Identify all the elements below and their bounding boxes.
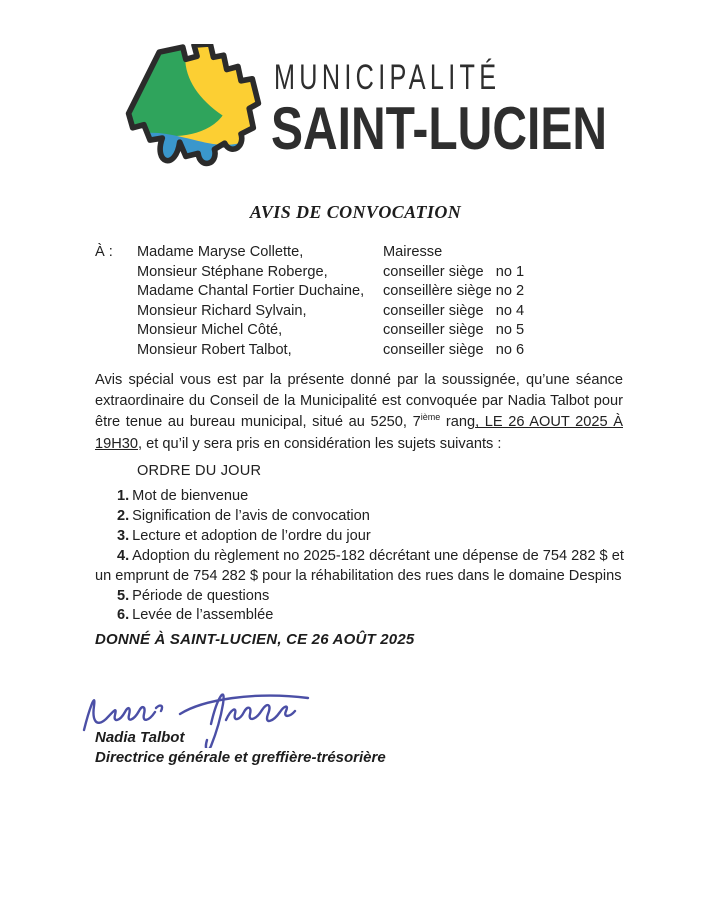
recipient-role: conseiller siège no 1 xyxy=(383,263,525,280)
recipient-row xyxy=(95,321,625,341)
notice-paragraph: Avis spécial vous est par la présente donné par la soussignée, qu’une séance extraordinaire du Conseil de la Municipalité est convoquée par Nadia Talbot pour être tenue au bureau municipal, situé au 5250, 7ième rang, LE 26 AOUT 2025 À 19H30, et qu’il y sera pris en considération les sujets suivants : xyxy=(95,372,623,452)
recipient-role: Mairesse xyxy=(383,244,443,260)
recipient-row xyxy=(95,341,625,361)
agenda-item xyxy=(95,587,625,607)
recipient-row xyxy=(95,263,625,283)
recipient-role: conseiller siège no 6 xyxy=(383,341,525,358)
agenda-item-number: 3. xyxy=(117,527,130,544)
agenda-item-number: 6. xyxy=(117,607,130,624)
signature-flourish-small xyxy=(156,706,162,711)
agenda-item-number: 1. xyxy=(117,488,130,504)
agenda-item-number: 4. xyxy=(117,547,130,564)
agenda-item-number: 2. xyxy=(117,507,130,524)
ordinal-superscript: ième xyxy=(420,412,441,423)
signatory-title: Directrice générale et greffière-trésorière xyxy=(95,749,386,766)
agenda-heading: ORDRE DU JOUR xyxy=(137,463,262,479)
recipient-name: Monsieur Stéphane Roberge, xyxy=(137,263,328,280)
agenda-item-text: Lecture et adoption de l’ordre du jour xyxy=(132,527,371,544)
document-title: AVIS DE CONVOCATION xyxy=(249,202,462,222)
agenda-item-text: Période de questions xyxy=(132,587,270,604)
meeting-datetime-underlined: , LE 26 AOUT 2025 À 19H30 xyxy=(95,414,623,452)
paragraph-text: Avis spécial vous est par la présente donné par la soussignée, qu’une séance extraordinaire du Conseil de la Municipalité est convoquée par Nadia Talbot pour être tenue au bureau municipal, situé au 5250, 7 xyxy=(95,372,623,431)
recipient-role: conseillère siège no 2 xyxy=(383,283,525,300)
agenda-item xyxy=(95,507,625,527)
given-at-line: DONNÉ À SAINT-LUCIEN, CE 26 AOÛT 2025 xyxy=(95,631,415,648)
recipient-name: Madame Chantal Fortier Duchaine, xyxy=(137,283,365,300)
signatory-name: Nadia Talbot xyxy=(95,729,185,746)
recipients-block xyxy=(95,243,625,361)
recipient-row xyxy=(95,282,625,302)
agenda-item-text: Signification de l’avis de convocation xyxy=(132,507,370,524)
recipient-name: Madame Maryse Collette, xyxy=(137,244,304,260)
municipality-logo-icon xyxy=(122,44,266,182)
recipient-name: Monsieur Robert Talbot, xyxy=(137,341,292,358)
recipient-row xyxy=(95,302,625,322)
agenda-item-text: Mot de bienvenue xyxy=(132,488,249,504)
recipient-name: Monsieur Michel Côté, xyxy=(137,322,283,339)
agenda-item xyxy=(95,487,625,507)
agenda-item-number: 5. xyxy=(117,587,130,604)
recipient-role: conseiller siège no 4 xyxy=(383,302,525,319)
agenda-item xyxy=(95,547,625,587)
signature-last-name-stroke xyxy=(226,705,295,721)
signature-first-name-stroke xyxy=(84,700,155,730)
recipient-name: Monsieur Richard Sylvain, xyxy=(137,302,307,319)
agenda-item xyxy=(95,606,625,626)
agenda-item-text: Adoption du règlement no 2025-182 décrétant une dépense de 754 282 $ et un emprunt de 754 282 $ pour la réhabilitation des rues dans le domaine Despins xyxy=(95,547,624,584)
agenda-item xyxy=(95,527,625,547)
brand-municipalite: MUNICIPALITÉ xyxy=(274,58,501,97)
recipient-role: conseiller siège no 5 xyxy=(383,322,525,339)
agenda-item-text: Levée de l’assemblée xyxy=(132,607,274,624)
recipient-row xyxy=(95,243,625,263)
brand-saint-lucien: SAINT-LUCIEN xyxy=(271,95,607,162)
recipients-to-label: À : xyxy=(95,244,113,260)
agenda-list xyxy=(95,487,625,626)
